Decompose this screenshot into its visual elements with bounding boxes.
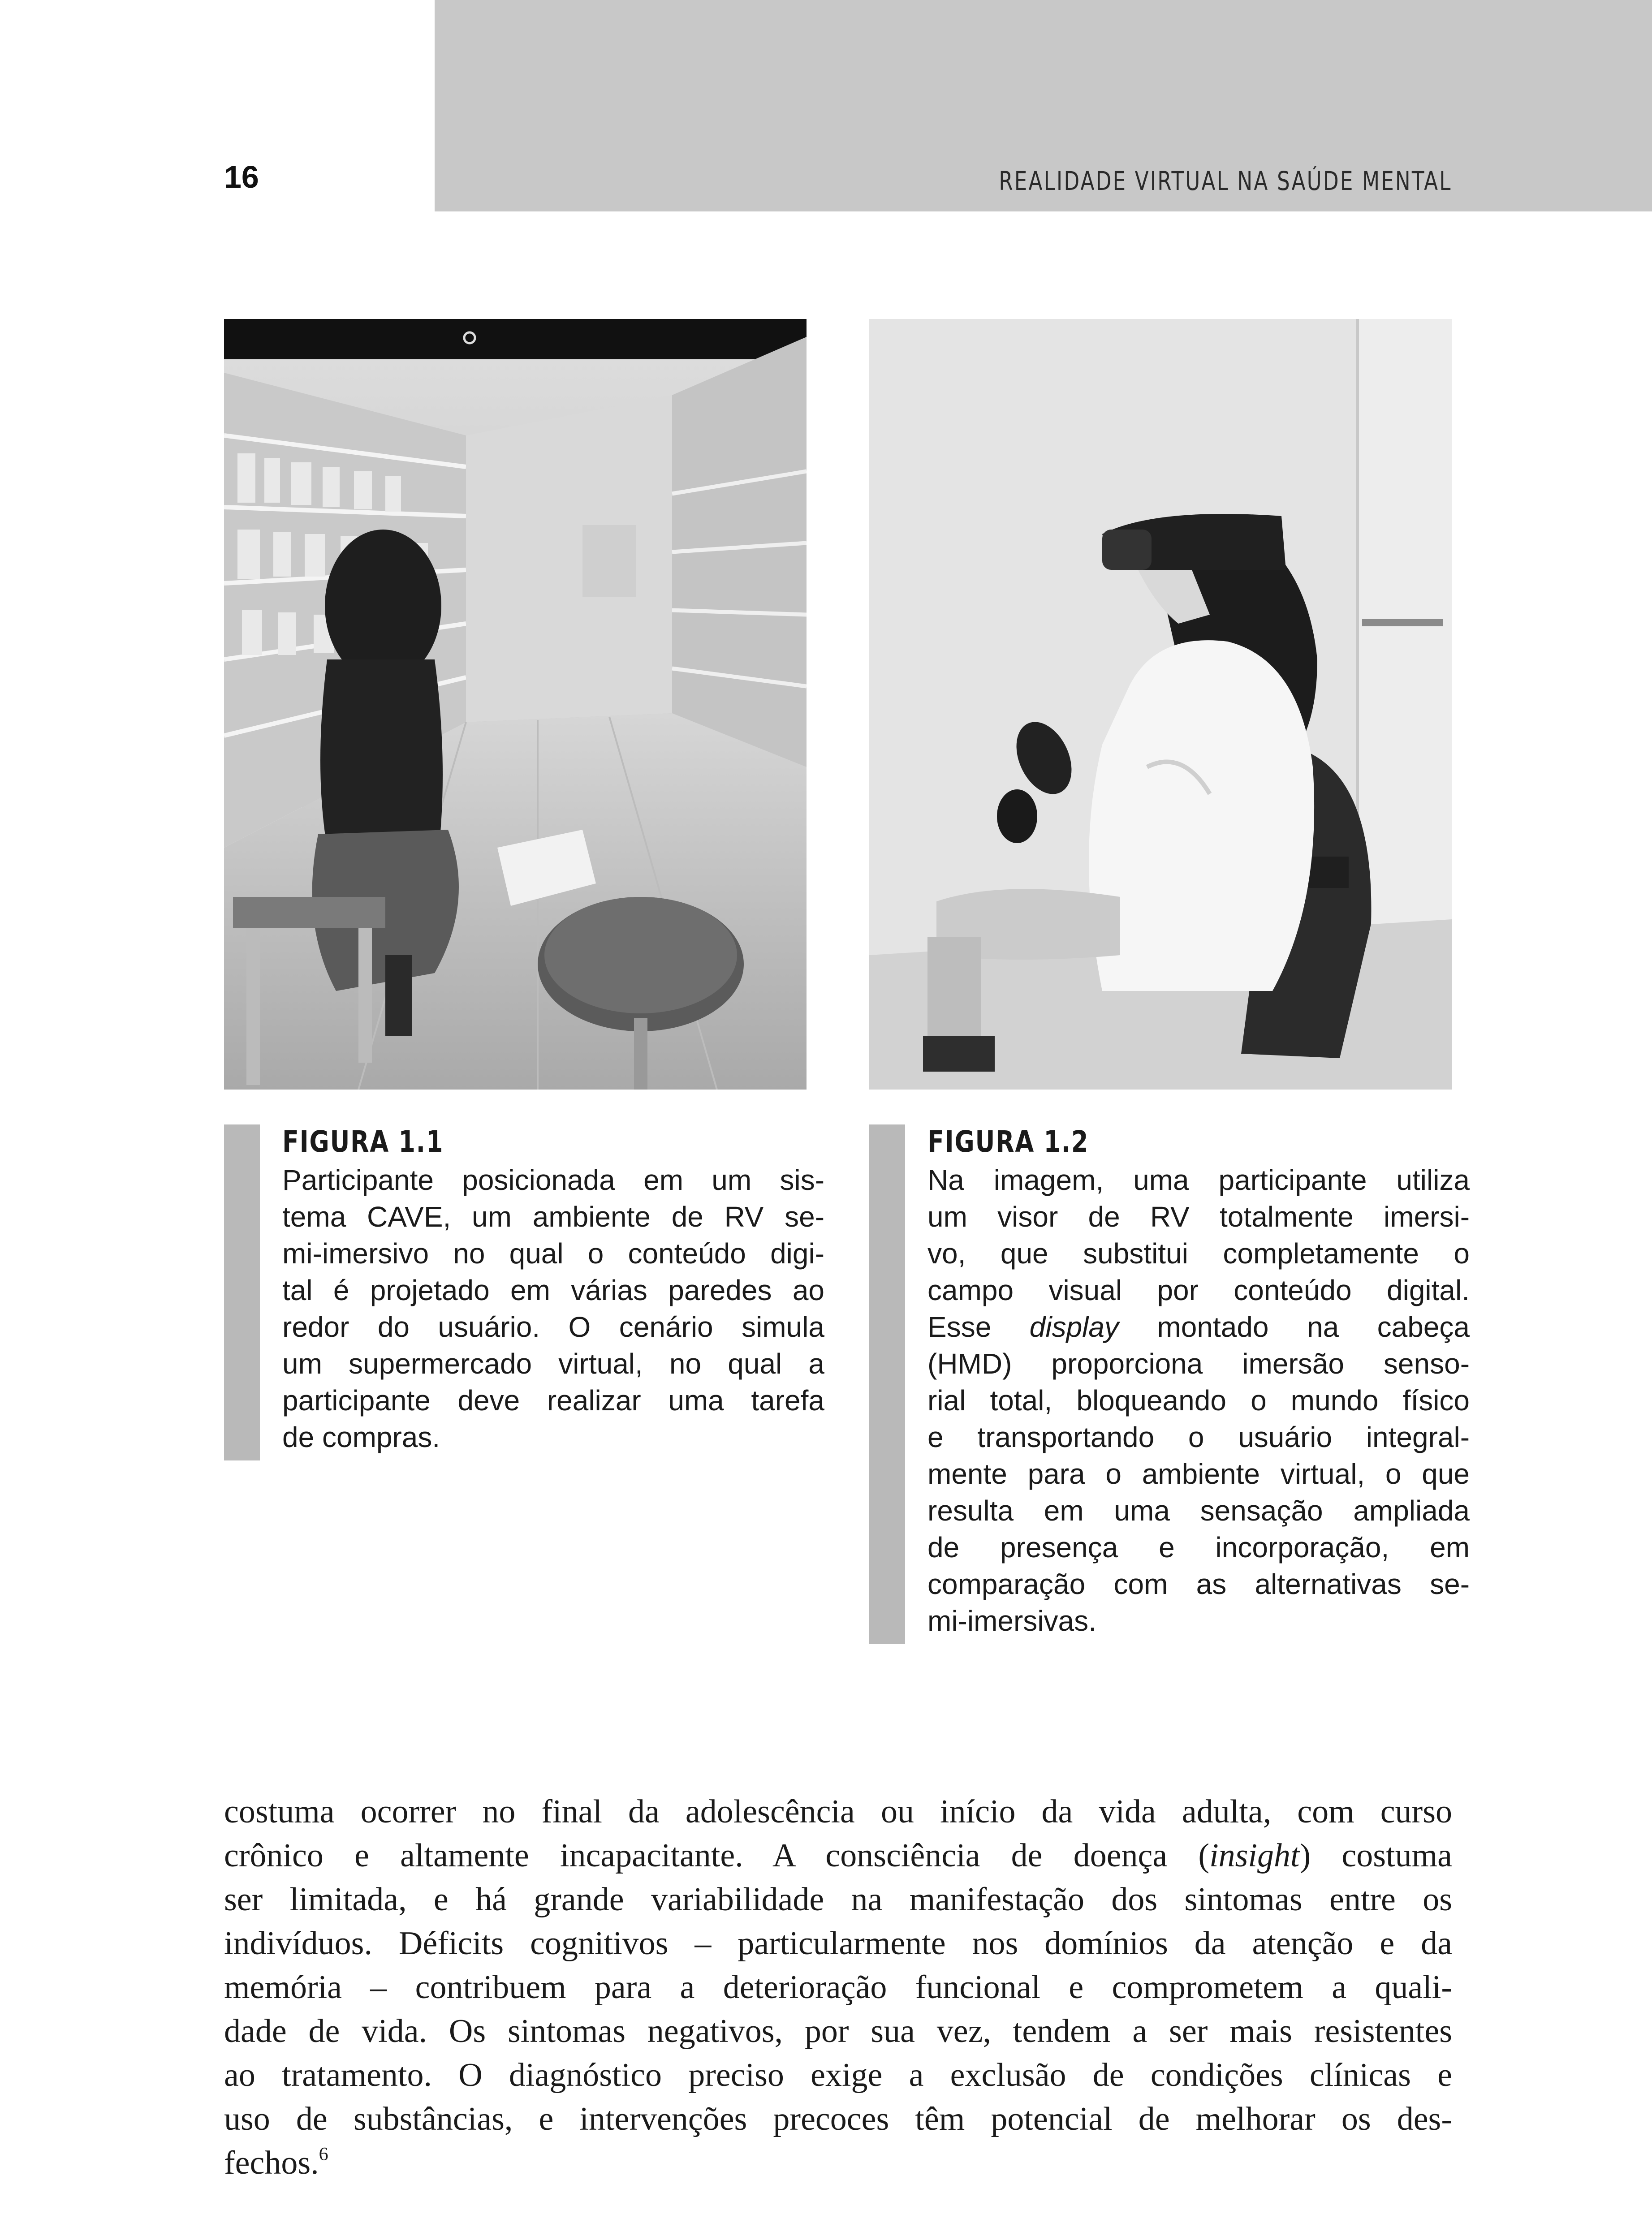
body-line-mixed [224, 1834, 1452, 1878]
caption-line: mi-imersivo no qual o conteúdo digi- [282, 1237, 824, 1270]
figure-1-1-caption [282, 1122, 824, 1456]
caption-line: participante deve realizar uma tarefa [282, 1384, 824, 1417]
body-line: costuma ocorrer no final da adolescência ou início da vida adulta, com curso [224, 1793, 1452, 1830]
caption-line: de presença e incorporação, em [927, 1531, 1470, 1564]
caption-line: redor do usuário. O cenário simula [282, 1311, 824, 1343]
caption-line: mente para o ambiente virtual, o que [927, 1458, 1470, 1490]
footnote-reference: 6 [319, 2144, 328, 2165]
caption-line: (HMD) proporciona imersão senso- [927, 1348, 1470, 1380]
caption-line: mi-imersivas. [927, 1605, 1096, 1637]
caption-line: Na imagem, uma participante utiliza [927, 1164, 1470, 1196]
body-paragraph [224, 1790, 1452, 2185]
caption-line: rial total, bloqueando o mundo físico [927, 1384, 1470, 1417]
caption-line: comparação com as alternativas se- [927, 1568, 1470, 1600]
caption-text: Esse [927, 1311, 992, 1343]
caption-italic-term: display [1029, 1311, 1119, 1343]
figure-1-1-label: FIGURA 1.1 [282, 1124, 444, 1159]
caption-line: um supermercado virtual, no qual a [282, 1348, 824, 1380]
caption-line: tema CAVE, um ambiente de RV se- [282, 1201, 824, 1233]
body-italic-term: insight [1209, 1837, 1300, 1874]
figure-1-2-photo [869, 319, 1452, 1090]
figure-1-2-caption [927, 1122, 1470, 1639]
body-line: indivíduos. Déficits cognitivos – particularmente nos domínios da atenção e da [224, 1925, 1452, 1962]
figure-1-2-label: FIGURA 1.2 [927, 1124, 1089, 1159]
figure-1-2-caption-bar [869, 1124, 905, 1644]
body-line [224, 2141, 1452, 2185]
caption-line-mixed [927, 1309, 1470, 1345]
caption-line: um visor de RV totalmente imersi- [927, 1201, 1470, 1233]
caption-text: montado na cabeça [1157, 1311, 1470, 1343]
figure-1-1-caption-bar [224, 1124, 260, 1460]
body-text: fechos. [224, 2145, 319, 2181]
caption-line: vo, que substitui completamente o [927, 1237, 1470, 1270]
body-line: ser limitada, e há grande variabilidade na manifestação dos sintomas entre os [224, 1881, 1452, 1918]
body-line: memória – contribuem para a deterioração funcional e comprometem a quali- [224, 1969, 1452, 2006]
body-line: ao tratamento. O diagnóstico preciso exige a exclusão de condições clínicas e [224, 2057, 1452, 2094]
page-number: 16 [224, 159, 259, 194]
body-line: dade de vida. Os sintomas negativos, por sua vez, tendem a ser mais resistentes [224, 2013, 1452, 2050]
caption-line: tal é projetado em várias paredes ao [282, 1274, 824, 1306]
figure-1-1-photo [224, 319, 807, 1090]
body-line: uso de substâncias, e intervenções precoces têm potencial de melhorar os des- [224, 2101, 1452, 2137]
running-head: REALIDADE VIRTUAL NA SAÚDE MENTAL [999, 166, 1452, 196]
caption-line: resulta em uma sensação ampliada [927, 1495, 1470, 1527]
caption-line: e transportando o usuário integral- [927, 1421, 1470, 1453]
caption-line: Participante posicionada em um sis- [282, 1164, 824, 1196]
body-text: ) costuma [1299, 1837, 1452, 1874]
caption-line: de compras. [282, 1421, 440, 1453]
caption-line: campo visual por conteúdo digital. [927, 1274, 1470, 1306]
body-text: crônico e altamente incapacitante. A consciência de doença ( [224, 1837, 1210, 1874]
